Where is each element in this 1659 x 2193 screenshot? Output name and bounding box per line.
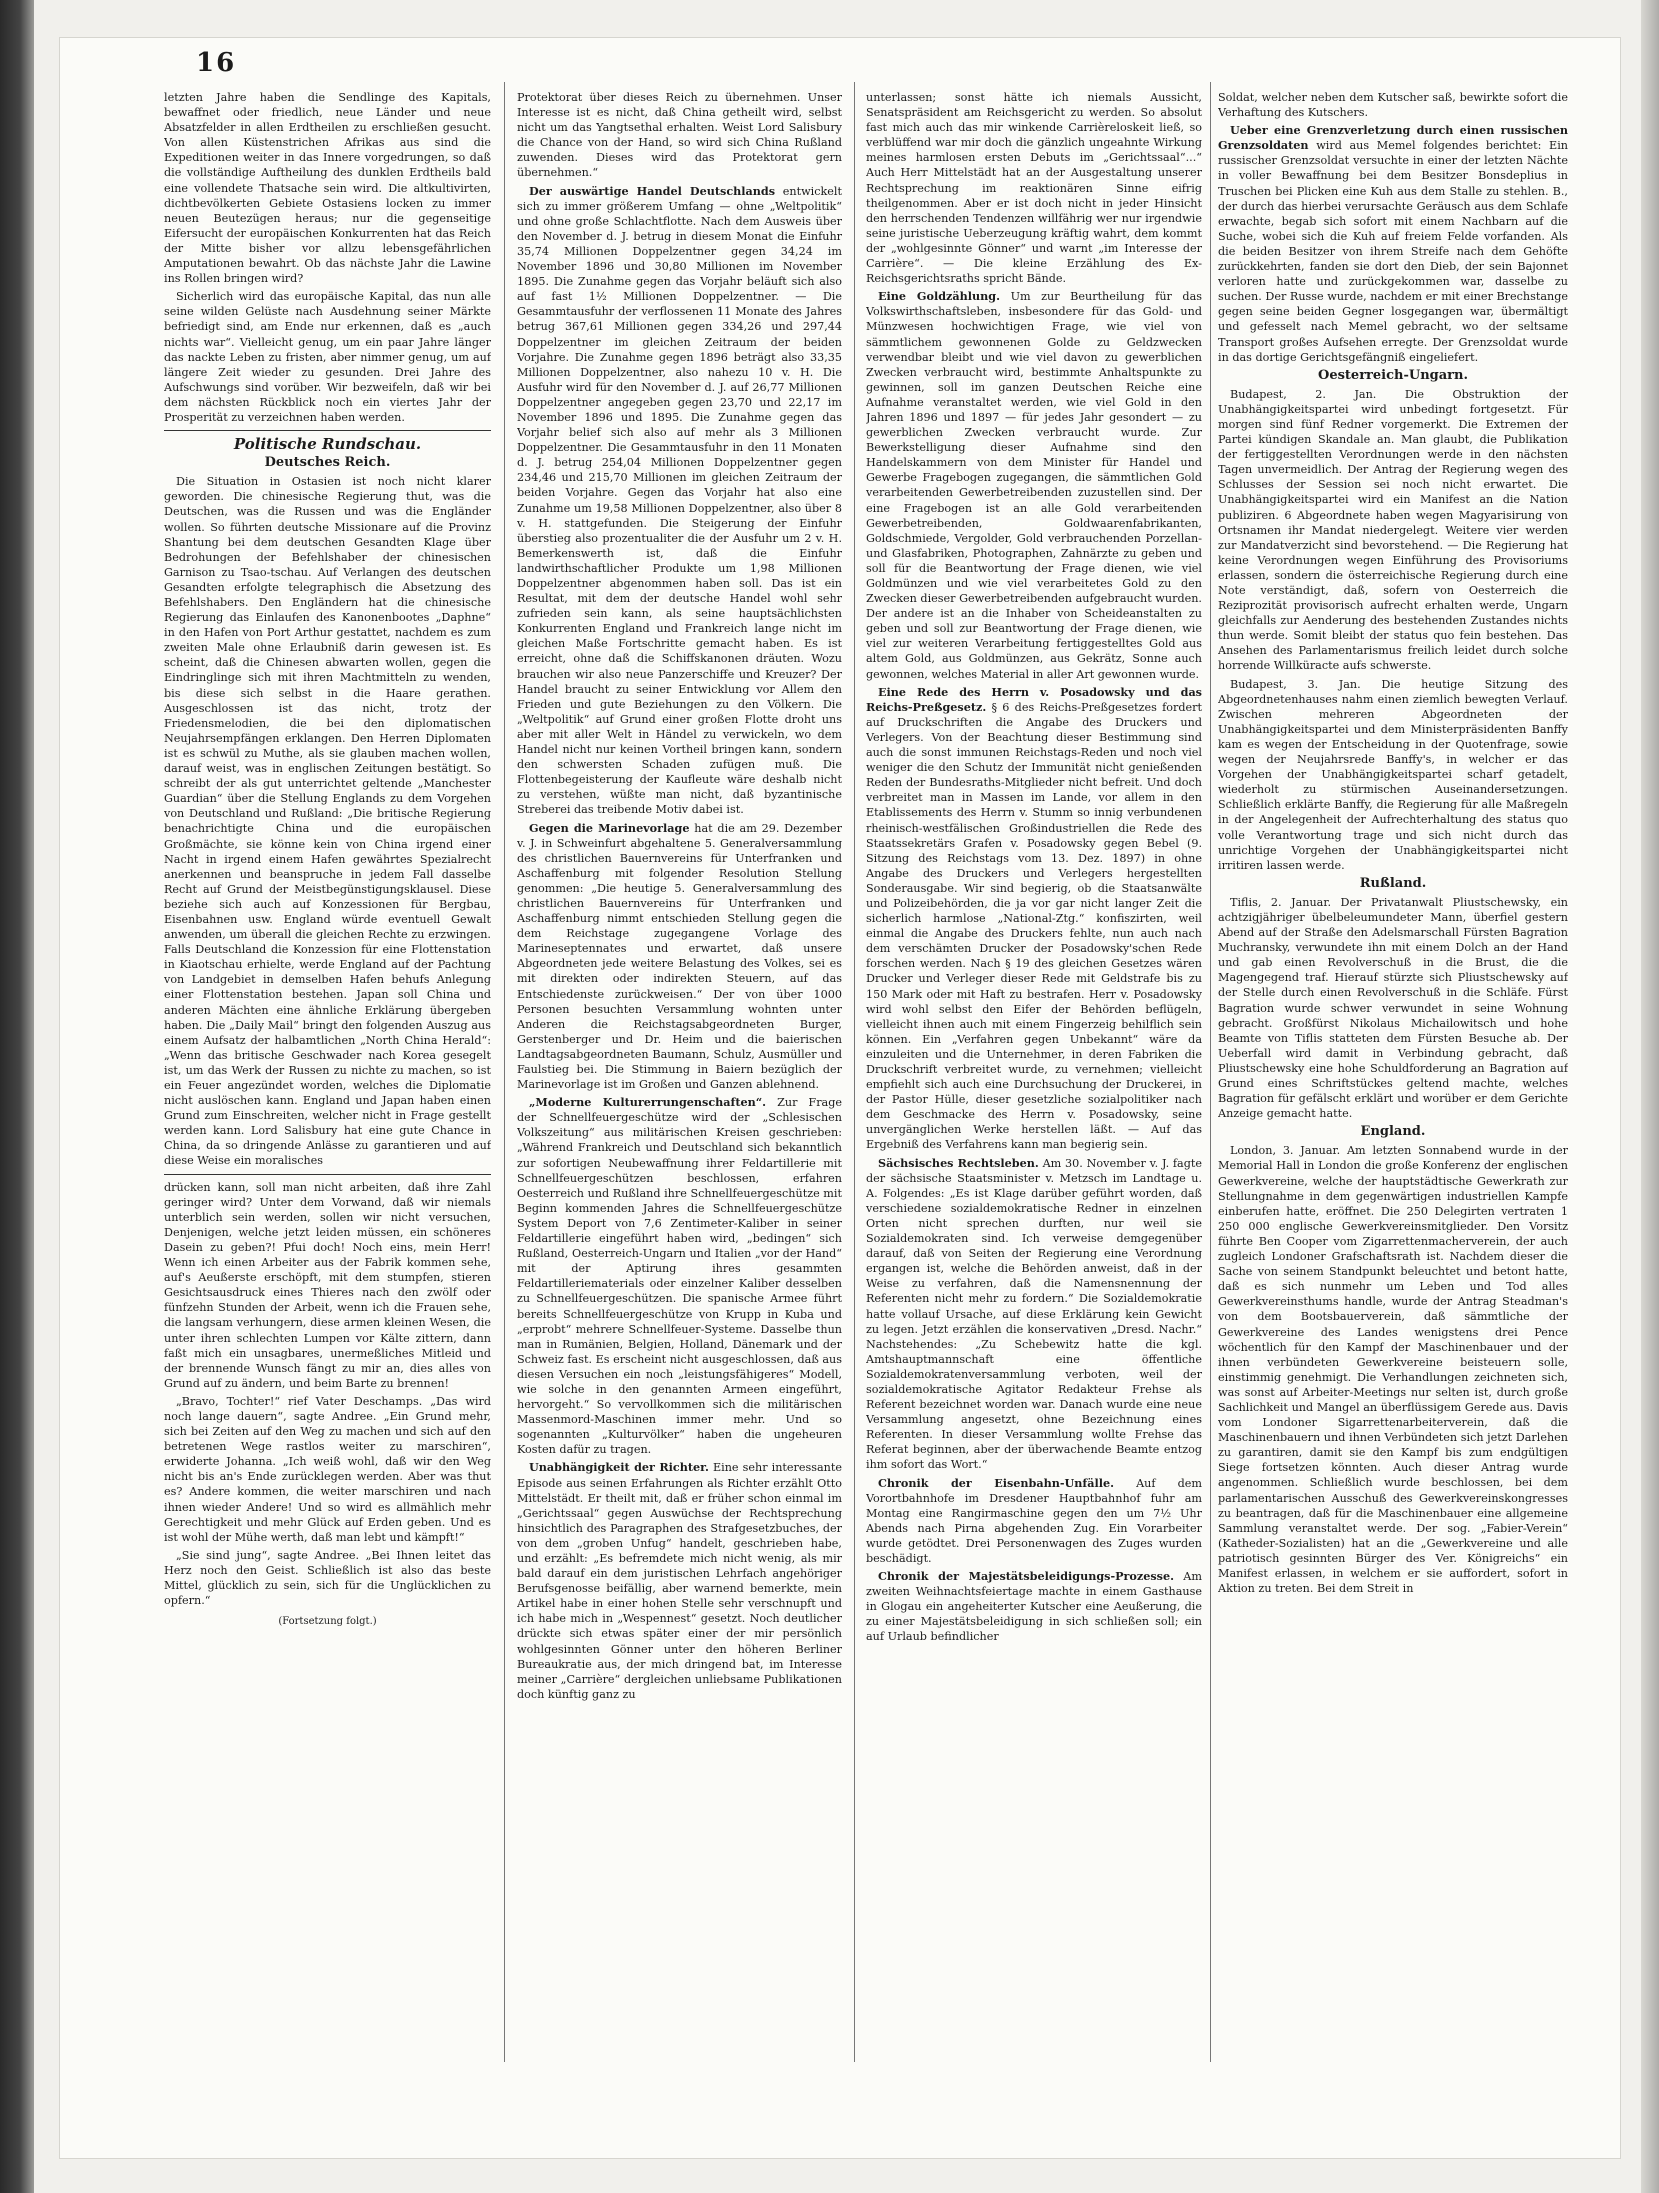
paragraph: Am zweiten Weihnachtsfeiertage machte in einem Gasthause in Glogau ein angeheiterter Kutscher eine Aeußerung, die zu einer Majestätsbeleidigung in sich schließen soll; ein auf Urlaub befindlicher [866,1570,1202,1644]
article-heading: Sächsisches Rechtsleben. [878,1155,1039,1170]
paragraph: drücken kann, soll man nicht arbeiten, daß ihre Zahl geringer wird? Unter dem Vorwand, daß wir niemals unterblich sein werden, sollen wir nicht versuchen, Denjenigen, welche jetzt leiden müssen, ein schöneres Dasein zu geben?! Pfui doch! Noch eins, mein Herr! Wenn ich einen Arbeiter aus der Fabrik kommen sehe, auf's Aeußerste erschöpft, mit dem stumpfen, stieren Gesichtsausdruck eines Thieres nach den zwölf oder fünfzehn Stunden der Arbeit, wenn ich die Frauen sehe, die langsam verhungern, diese armen kleinen Wesen, die unter ihren schlechten Lumpen vor Kälte zittern, dann faßt mich ein unsagbares, unermeßliches Mitleid und der brennende Wunsch fängt zu mir an, dies alles von Grund auf zu ändern, und beim Barte zu brennen! [164,1180,491,1390]
paragraph: unterlassen; sonst hätte ich niemals Aussicht, Senatspräsident am Reichsgericht zu werden. So absolut fast mich auch das mir winkende Carrièreloskeit ließ, so verblüffend war mir doch die gänzlich ungeahnte Wirkung meines harmlosen ersten Debuts im „Gerichtssaal“...“ Auch Herr Mittelstädt hat an der Ausgestaltung unserer Rechtsprechung im reaktionären Sinne eifrig theilgenommen. Aber er ist doch nicht in jeder Hinsicht den herrschenden Tendenzen willfährig wer nur irgendwie seine juristische Ueberzeugung kräftig wahrt, dem kommt der „wohlgesinnte Gönner“ und warnt „im Interesse der Carrière“. — Die kleine Erzählung des Ex-Reichsgerichtsraths spricht Bände. [866,91,1202,286]
section-title: Politische Rundschau. [233,435,422,454]
paragraph: „Sie sind jung“, sagte Andree. „Bei Ihnen leitet das Herz noch den Geist. Schließlich ist also das beste Mittel, glücklich zu sein, sich für die Unglücklichen zu opfern.“ [164,1548,491,1608]
column-3 [866,90,1202,2060]
subsection-title: Rußland. [1359,875,1427,891]
paragraph: Eine sehr interessante Episode aus seinen Erfahrungen als Richter erzählt Otto Mittelstädt. Er theilt mit, daß er früher schon einmal im „Gerichtssaal“ gegen Auswüchse der Rechtsprechung hinsichtlich des Paragraphen des Strafgesetzbuches, der von dem „groben Unfug“ handelt, geschrieben habe, und erzählt: „Es befremdete mich nicht wenig, als mir bald darauf ein dem juristischen Lehrfach angehöriger Berufsgenosse beifällig, aber warnend bemerkte, mein Artikel habe in einer hohen Stelle sehr verschnupft und ich habe mich in „Wespennest“ gesetzt. Noch deutlicher drückte sich etwas später einer der mir persönlich wohlgesinnten Gönner unter den höheren Berliner Bureaukratie aus, der mich dringend bat, im Interesse meiner „Carrière“ dergleichen unliebsame Publikationen doch künftig ganz zu [517,1461,842,1701]
article-heading: Unabhängigkeit der Richter. [529,1460,709,1475]
page-number: 16 [196,48,237,78]
article-heading: Der auswärtige Handel Deutschlands [529,183,776,198]
column-rule [854,82,855,2062]
paragraph: letzten Jahre haben die Sendlinge des Kapitals, bewaffnet oder friedlich, neue Länder und neue Absatzfelder in allen Erdtheilen zu erschließen gesucht. Von allen Küstenstrichen Afrikas aus sind die Expeditionen weiter in das Innere vorgedrungen, so daß die vollständige Auftheilung des dunklen Erdtheils bald eine vollendete Thatsache sein wird. Die altkultivirten, dichtbevölkerten Gebiete Ostasiens locken zu immer neuen Beutezügen heraus; nur die gegenseitige Eifersucht der europäischen Konkurrenten hat das Reich der Mitte bisher vor allzu lebensgefährlichen Amputationen bewahrt. Ob das nächste Jahr die Lawine ins Rollen bringen wird? [164,91,491,286]
scan-binding-edge [0,0,34,2193]
paragraph: entwickelt sich zu immer größerem Umfang — ohne „Weltpolitik“ und ohne große Schlachtflotte. Nach dem Ausweis über den November d. J. betrug in diesem Monat die Einfuhr 35,74 Millionen Doppelzentner gegen 34,24 im November 1896 und 30,80 Millionen im November 1895. Die Zunahme gegen das Vorjahr beläuft sich also auf fast 1½ Millionen Doppelzentner. — Die Gesammtausfuhr der verflossenen 11 Monate des Jahres betrug 367,61 Millionen gegen 334,26 und 297,44 Doppelzentner im gleichen Zeitraum der beiden Vorjahre. Die Zunahme gegen 1896 beträgt also 33,35 Millionen Doppelzentner, also nahezu 10 v. H. Die Ausfuhr wird für den November d. J. auf 26,77 Millionen Doppelzentner angegeben gegen 23,70 und 22,17 im November 1896 und 1895. Die Zunahme gegen das Vorjahr belief sich also auf mehr als 3 Millionen Doppelzentner. Die Gesammtausfuhr in den 11 Monaten d. J. betrug 254,04 Millionen Doppelzentner gegen 234,46 und 215,70 Millionen im gleichen Zeitraum der beiden Vorjahre. Gegen das Vorjahr hat also eine Zunahme um 19,58 Millionen Doppelzentner, also über 8 v. H. stattgefunden. Die Steigerung der Einfuhr überstieg also prozentualiter die der Ausfuhr um 2 v. H. Bemerkenswerth ist, daß die Einfuhr landwirthschaftlicher Produkte um 1,98 Millionen Doppelzentner abgenommen haben soll. Das ist ein Resultat, mit dem der deutsche Handel wohl sehr zufrieden sein kann, als seine hauptsächlichsten Konkurrenten England und Frankreich lange nicht im gleichen Maße Fortschritte gemacht haben. Es ist erreicht, ohne daß die Schiffskanonen dräuten. Wozu brauchen wir also neue Panzerschiffe und Kreuzer? Der Handel braucht zu seiner Entwicklung vor Allem den Frieden und gute Beziehungen zu den Völkern. Die „Weltpolitik“ auf Grund einer großen Flotte droht uns aber mit aller Welt in Händel zu verwickeln, wo dem Handel nicht nur keinen Vortheil bringen kann, sondern den schwersten Schaden zufügen muß. Die Flottenbegeisterung der Kaufleute wäre deshalb nicht zu verstehen, wüßte man nicht, daß byzantinische Streberei das treibende Motiv dabei ist. [517,184,842,817]
article-heading: Eine Rede des Herrn v. Posadowsky und das Reichs-Preßgesetz. [866,684,1202,714]
divider [164,1174,491,1175]
paragraph: hat die am 29. Dezember v. J. in Schweinfurt abgehaltene 5. Generalversammlung des christlichen Bauernvereins für Unterfranken und Aschaffenburg mit folgender Resolution Stellung genommen: „Die heutige 5. Generalversammlung des christlichen Bauernvereins für Unterfranken und Aschaffenburg nimmt entschieden Stellung gegen die dem Reichstage zugegangene Vorlage des Marineseptennates und erwartet, daß unsere Abgeordneten jede weitere Belastung des Volkes, sei es mit direkten oder indirekten Steuern, auf das Entschiedenste zurückweisen.“ Der von über 1000 Personen besuchten Versammlung wohnten unter Anderen die Reichstagsabgeordneten Burger, Gerstenberger und Dr. Heim und die baierischen Landtagsabgeordneten Baumann, Schulz, Ausmüller und Faulstieg bei. Die Stimmung in Baiern bezüglich der Marinevorlage ist im Großen und Ganzen ablehnend. [517,821,842,1092]
article-heading: Chronik der Eisenbahn-Unfälle. [878,1475,1114,1490]
subsection-title: Deutsches Reich. [264,455,391,471]
paragraph: § 6 des Reichs-Preßgesetzes fordert auf Druckschriften die Angabe des Druckers und Verlegers. Von der Beachtung dieser Bestimmung sind auch die sonst immunen Reichstags-Reden und noch viel weniger die den Schutz der Immunität nicht genießenden Reden der Bundesraths-Mitglieder nicht befreit. Und doch verbreitet man in Massen im Lande, vor allem in den Etablissements des Herrn v. Stumm so innig verbundenen rheinisch-westfälischen Großindustriellen die Rede des Staatssekretärs Grafen v. Posadowsky gegen Bebel (9. Sitzung des Reichstags vom 13. Dez. 1897) in ohne Angabe des Druckers und Verlegers hergestellten Sonderausgabe. Wir sind begierig, ob die Staatsanwälte und Polizeibehörden, die ja vor gar nicht langer Zeit die sicherlich harmlose „National-Ztg.“ konfiszirten, weil einmal die Angabe des Druckers fehlte, nun auch nach dem verschämten Drucker der Posadowsky'schen Rede forschen werden. Nach § 19 des gleichen Gesetzes wären Drucker und Verleger dieser Rede mit Geldstrafe bis zu 150 Mark oder mit Haft zu bestrafen. Herr v. Posadowsky wird wohl selbst den Eifer der Behörden beflügeln, vielleicht ihnen auch mit einem Fingerzeig behilflich sein können. Ein „Verfahren gegen Unbekannt“ wäre da einzuleiten und die Unternehmer, in deren Fabriken die Druckschrift verbreitet wurde, zu vernehmen; vielleicht empfiehlt sich auch eine Durchsuchung der Druckerei, in der Pastor Hülle, dieser gesetzliche sozialpolitiker nach dem Geschmacke des Herrn v. Posadowsky, seine unvergänglichen Werke herstellen läßt. — Auf das Ergebniß des Verfahrens kann man begierig sein. [866,700,1202,1152]
paragraph: Auf dem Vorortbahnhofe im Dresdener Hauptbahnhof fuhr am Montag eine Rangirmaschine gegen den um 7½ Uhr Abends nach Pirna abgehenden Zug. Ein Vorarbeiter wurde getödtet. Drei Personenwagen des Zuges wurden beschädigt. [866,1476,1202,1565]
paragraph: Die Situation in Ostasien ist noch nicht klarer geworden. Die chinesische Regierung thut, was die Deutschen, was die Russen und was die Engländer wollen. So führten deutsche Missionare auf die Provinz Shantung bei dem deutschen Gesandten Klage über Bedrohungen der Befehlshaber der chinesischen Garnison zu Tsao-tschau. Auf Verlangen des deutschen Gesandten erfolgte telegraphisch die Absetzung des Befehlshabers. Den Engländern hat die chinesische Regierung das Einlaufen des Kanonenbootes „Daphne“ in den Hafen von Port Arthur gestattet, nachdem es zum zweiten Male ohne Erlaubniß darin gewesen ist. Es scheint, daß die Chinesen abwarten wollen, gegen die Eindringlinge sich mit ihren Machtmitteln zu wenden, bis diese sich selbst in die Haare gerathen. Ausgeschlossen ist das nicht, trotz der Friedensmelodien, die bei den diplomatischen Neujahrsempfängen erklangen. Den Herren Diplomaten ist es schwül zu Muthe, als sie glauben machen wollen, darauf weist, was in englischen Zeitungen bestätigt. So schreibt der als gut unterrichtet geltende „Manchester Guardian“ über die Stellung Englands zu dem Vorgehen von Deutschland und Rußland: „Die britische Regierung benachrichtigte China und die europäischen Großmächte, sie könne kein von China irgend einer Nacht in irgend einem Hafen gewährtes Spezialrecht anerkennen und beanspruche in jedem Fall dasselbe Recht auf Grund der Meistbegünstigungsklausel. Diese beziehe sich auch auf Konzessionen für Bergbau, Eisenbahnen usw. England würde eventuell Gewalt anwenden, um überall die gleichen Rechte zu erzwingen. Falls Deutschland die Konzession für eine Flottenstation in Kiaotschau erhielte, werde England auf der Pachtung von Landgebiet in demselben Hafen behufs Anlegung einer Flottenstation bestehen. Japan soll China und anderen Mächten eine ähnliche Erklärung übergeben haben. Die „Daily Mail“ bringt den folgenden Auszug aus einem Aufsatz der halbamtlichen „North China Herald“: „Wenn das britische Geschwader nach Korea gesegelt ist, um das Werk der Russen zu nichte zu machen, so ist ein Feuer angezündet worden, welches die Diplomatie nicht auslöschen kann. England und Japan haben einen Grund zum Einschreiten, welcher nicht in Frage gestellt werden kann. Lord Salisbury hat eine gute Chance in China, da so dringende Anlässe zu garantieren und auf diese Weise ein moralisches [164,475,491,1168]
paragraph: London, 3. Januar. Am letzten Sonnabend wurde in der Memorial Hall in London die große Konferenz der englischen Gewerkvereine, welche der hauptstädtische Gewerkrath zur Stellungnahme in dem gegenwärtigen industriellen Kampfe einberufen hatte, eröffnet. Die 250 Delegirten vertraten 1 250 000 englische Gewerkvereinsmitglieder. Den Vorsitz führte Ben Cooper vom Zigarrettenmacherverein, der auch zugleich Londoner Grafschaftsrath ist. Nachdem dieser die Sache von seinem Standpunkt beleuchtet und betont hatte, daß es sich nunmehr um Leben und Tod alles Gewerkvereinsthums handle, wurde der Antrag Steadman's von dem Bootsbauerverein, daß sämmtliche der Gewerkvereine des Landes wenigstens drei Pence wöchentlich für den Kampf der Maschinenbauer und der ihnen verbündeten Gewerkvereine beisteuern solle, einstimmig genehmigt. Die Verhandlungen zeichneten sich, was sonst auf Arbeiter-Meetings nur selten ist, durch große Sachlichkeit und Mangel an überflüssigem Gerede aus. Davis vom Londoner Sigarrettenarbeiterverein, daß die Maschinenbauern und ihnen Verbündeten sich jetzt Darlehen zu garantiren, damit sie den Kampf bis zum endgültigen Siege fortsetzen könnten. Auch dieser Antrag wurde angenommen. Schließlich wurde beschlossen, bei dem parlamentarischen Ausschuß des Gewerkvereinskongresses zu beantragen, daß für die Maschinenbauer eine allgemeine Sammlung veranstaltet werde. Der sog. „Fabier-Verein“ (Katheder-Sozialisten) hat an die „Gewerkvereine und alle patriotisch gesinnten Bürger des Ver. Königreichs“ ein Manifest erlassen, in welchem er sie auffordert, sofort in Aktion zu treten. Bei dem Streit in [1218,1144,1568,1596]
paragraph: Protektorat über dieses Reich zu übernehmen. Unser Interesse ist es nicht, daß China getheilt wird, selbst nicht um das Yangtsethal erhalten. Weist Lord Salisbury die Chance von der Hand, so wird sich China Rußland zuwenden. Dieses wird das Protektorat gern übernehmen.“ [517,91,842,180]
subsection-title: England. [1360,1124,1426,1140]
subsection-title: Oesterreich-Ungarn. [1318,367,1468,383]
scan-right-edge [1641,0,1659,2193]
divider [164,430,491,431]
article-heading: Ueber eine Grenzverletzung durch einen russischen Grenzsoldaten [1218,123,1568,153]
article-heading: „Moderne Kulturerrungenschaften“. [529,1095,767,1110]
column-rule [504,82,505,2062]
article-heading: Chronik der Majestätsbeleidigungs-Prozesse. [878,1569,1174,1584]
paragraph: Soldat, welcher neben dem Kutscher saß, bewirkte sofort die Verhaftung des Kutschers. [1218,91,1568,120]
paragraph: Am 30. November v. J. fagte der sächsische Staatsminister v. Metzsch im Landtage u. A. Folgendes: „Es ist Klage darüber geführt worden, daß verschiedene sozialdemokratische Redner in einzelnen Orten nicht sprechen durften, nur weil sie Sozialdemokraten sind. Ich verweise demgegenüber darauf, daß von Seiten der Regierung eine Verordnung ergangen ist, welche die Behörden anweist, daß in der Weise zu verfahren, daß die Namensnennung der Referenten nicht mehr zu fordern.“ Die Sozialdemokratie hatte vollauf Ursache, auf diese Erklärung kein Gewicht zu legen. Jetzt erzählen die konservativen „Dresd. Nachr.“ Nachstehendes: „Zu Schebewitz hatte die kgl. Amtshauptmannschaft eine öffentliche Sozialdemokratenversammlung verboten, weil der sozialdemokratische Agitator Redakteur Frehse als Referent bezeichnet worden war. Danach wurde eine neue Versammlung angesetzt, ohne Bezeichnung eines Referenten. In dieser Versammlung wollte Frehse das Referat beginnen, aber der überwachende Beamte entzog ihm sofort das Wort.“ [866,1156,1202,1472]
column-4 [1218,90,1568,1720]
column-1 [164,90,491,2010]
continuation-note: (Fortsetzung folgt.) [278,1616,377,1628]
paragraph: Tiflis, 2. Januar. Der Privatanwalt Pliustschewsky, ein achtzigjähriger übelbeleumundeter Mann, überfiel gestern Abend auf der Straße den Adelsmarschall Fürsten Bagration Muchransky, verwundete ihn mit einem Dolch an der Hand und gab einen Revolverschuß in die Brust, die die Magengegend traf. Hierauf stürzte sich Pliustschewsky auf der Stelle durch einen Revolverschuß in die Schläfe. Fürst Bagration wurde schwer verwundet in seine Wohnung gebracht. Großfürst Nikolaus Michailowitsch und hohe Beamte von Tiflis statteten dem Fürsten Besuche ab. Der Ueberfall wird damit in Verbindung gebracht, daß Pliustschewsky eine hohe Schuldforderung an Bagration auf Grund eines Schriftstückes geltend machte, welches Bagration für gefälscht erklärt und worüber er dem Gerichte Anzeige gemacht hatte. [1218,895,1568,1121]
article-heading: Gegen die Marinevorlage [529,820,690,835]
paragraph: Um zur Beurtheilung für das Volkswirthschaftsleben, insbesondere für das Gold- und Münzwesen hochwichtigen Frage, wie viel von sämmtlichem gewonnenen Golde zu Geldzwecken verwendbar bleibt und wie viel davon zu gewerblichen Zwecken verbraucht wird, bestimmte Anhaltspunkte zu gewinnen, soll im ganzen Deutschen Reiche eine Aufnahme veranstaltet werden, wie viel Gold in den Jahren 1896 und 1897 — für jedes Jahr gesondert — zu gewerblichen Zwecken verbraucht wurde. Zur Bewerkstelligung dieser Aufnahme sind den Handelskammern von dem Minister für Handel und Gewerbe Fragebogen zugegangen, die sämmtlichen Gold verarbeitenden Gewerbetreibenden zuzustellen sind. Der eine Fragebogen ist an alle Gold verarbeitenden Gewerbetreibenden, Goldwaarenfabrikanten, Goldschmiede, Vergolder, Gold verbrauchenden Porzellan- und Glasfabriken, Photographen, Zahnärzte zu geben und soll für die Beantwortung der Frage dienen, wie viel Goldmünzen und wie viel verarbeitetes Gold zu den Zwecken dieser Gewerbetreibenden aufgebraucht wurden. Der andere ist an die Inhaber von Scheideanstalten zu geben und soll zur Beantwortung der Frage dienen, wie viel zur weiteren Verarbeitung fertiggestelltes Gold aus altem Gold, aus Goldmünzen, aus Gekrätz, Sonne auch gewonnen, welches Material in aller Art gewonnen wurde. [866,290,1202,681]
column-2 [517,90,842,2060]
paragraph: Budapest, 2. Jan. Die Obstruktion der Unabhängigkeitspartei wird unbedingt fortgesetzt. Für morgen sind fünf Redner vorgemerkt. Die Extremen der Partei kündigen Skandale an. Man glaubt, die Publikation der fertiggestellten Verordnungen werde in den nächsten Tagen unvermeidlich. Der Antrag der Regierung wegen des Schlusses der Session sei noch nicht erwartet. Die Unabhängigkeitspartei wird ein Manifest an die Nation publiziren. 6 Abgeordnete haben wegen Magyarisirung von Ortsnamen ihr Mandat niedergelegt. Weitere vier werden zur Mandatverzicht sind bevorstehend. — Die Regierung hat keine Verordnungen wegen Einführung des Provisoriums erlassen, sondern die österreichische Regierung durch eine Note verständigt, daß, sofern von Oesterreich die Reziprozität provisorisch aufrecht erhalten werde, Ungarn gleichfalls zur Aenderung des bestehenden Zustandes nichts thun werde. Somit bleibt der status quo fein bestehen. Das Ansehen des Parlamentarismus freilich leidet durch solche horrende Willküracte aufs schwerste. [1218,387,1568,673]
paragraph: Sicherlich wird das europäische Kapital, das nun alle seine wilden Gelüste nach Ausdehnung seiner Märkte befriedigt sind, am Ende nur erkennen, daß es „auch nichts war“. Vielleicht genug, um ein paar Jahre länger das nackte Leben zu fristen, aber nimmer genug, um auf längere Zeit wieder zu gesunden. Drei Jahre des Aufschwungs sind vorüber. Wir bezweifeln, daß wir bei dem nächsten Rückblick noch ein viertes Jahr der Prosperität zu verzeichnen haben werden. [164,290,491,424]
column-rule [1210,82,1211,2062]
article-heading: Eine Goldzählung. [878,289,1000,304]
paragraph: „Bravo, Tochter!“ rief Vater Deschamps. „Das wird noch lange dauern“, sagte Andree. „Ein Grund mehr, sich bei Zeiten auf den Weg zu machen und sich auf den betretenen Wege rastlos weiter zu marschiren“, erwiderte Johanna. „Ich weiß wohl, daß wir den Weg nicht bis an's Ende zurücklegen werden. Aber was thut es? Andere kommen, die weiter marschiren und nach ihnen wieder Andere! Und so wird es allmählich mehr Gerechtigkeit und mehr Glück auf Erden geben. Und es ist wohl der Mühe werth, daß man lebt und kämpft!“ [164,1394,491,1544]
paragraph: wird aus Memel folgendes berichtet: Ein russischer Grenzsoldat versuchte in einer der letzten Nächte in voller Bewaffnung bei dem Besitzer Bonsdeplius in Truschen bei Plicken eine Kuh aus dem Stalle zu stehlen. B., der durch das hierbei verursachte Geräusch aus dem Schlafe erwachte, begab sich sofort mit einem Nachbarn auf die Suche, wobei sich die Kuh auf freiem Felde vorfanden. Als die beiden Besitzer von ihrem Streife nach dem Gehöfte zurückkehrten, fanden sie dort den Dieb, der sein Bajonnet verloren hatte und zurückgekommen war, dasselbe zu suchen. Der Russe wurde, nachdem er mit einer Brechstange gegen seine beiden Gegner losgegangen war, übermältigt und gefesselt nach Memel gebracht, wo der seltsame Transport großes Aufsehen erregte. Der Grenzsoldat wurde in das dortige Gerichtsgefängniß eingeliefert. [1218,139,1568,364]
paragraph: Zur Frage der Schnellfeuergeschütze wird der „Schlesischen Volkszeitung“ aus militärischen Kreisen geschrieben: „Während Frankreich und Deutschland sich bekanntlich zur sofortigen Neubewaffnung ihrer Feldartillerie mit Schnellfeuergeschützen beschlossen, erfahren Oesterreich und Rußland ihre Schnellfeuergeschütze mit Beginn kommenden Jahres die Schnellfeuergeschütze System Deport von 7,6 Zentimeter-Kaliber in seiner Feldartillerie eingeführt haben wird, „bedingen“ sich Rußland, Oesterreich-Ungarn und Italien „vor der Hand“ mit der Aptirung ihres gesammten Feldartilleriematerials oder einzelner Kaliber desselben zu Schnellfeuergeschützen. Die spanische Armee führt bereits Schnellfeuergeschütze von Krupp in Kuba und „erprobt“ mehrere Schnellfeuer-Systeme. Dasselbe thun man in Rumänien, Belgien, Holland, Dänemark und der Schweiz fast. Es erscheint nicht ausgeschlossen, daß aus diesen Versuchen ein noch „leistungsfähigeres“ Modell, wie solche in den genannten Armeen eingeführt, hervorgeht.“ So vervollkommen sich die militärischen Massenmord-Maschinen immer mehr. Und so sogenannten „Kulturvölker“ haben die ungeheuren Kosten dafür zu tragen. [517,1096,842,1457]
paragraph: Budapest, 3. Jan. Die heutige Sitzung des Abgeordnetenhauses nahm einen ziemlich bewegten Verlauf. Zwischen mehreren Abgeordneten der Unabhängigkeitspartei und dem Ministerpräsidenten Banffy kam es wegen der Entscheidung in der Quotenfrage, sowie wegen der Neujahrsrede Banffy's, in welcher er das Vorgehen der Unabhängigkeitspartei scharf getadelt, wiederholt zu stürmischen Auseinandersetzungen. Schließlich erklärte Banffy, die Regierung für alle Maßregeln in der Angelegenheit der Aufrechterhaltung des status quo volle Verantwortung trage und sich nicht durch das unrichtige Vorgehen der Unabhängigkeitspartei nicht irritiren lassen werde. [1218,677,1568,872]
